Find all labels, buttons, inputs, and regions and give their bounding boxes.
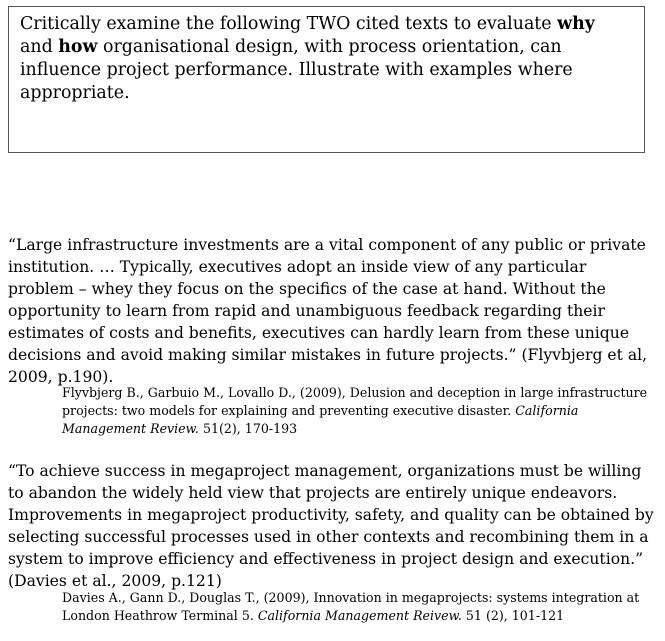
question-box [8,6,645,153]
citation-flyvbjerg-tail: 51(2), 170-193 [198,421,298,436]
citation-davies-journal: California Management Reivew. [257,608,462,623]
question-bold-how: how [58,37,98,57]
citation-davies-tail: 51 (2), 101-121 [461,608,565,623]
citation-davies [62,589,657,625]
citation-davies-main: Davies A., Gann D., Douglas T., (2009), Innovation in megaprojects: systems integration at London Heathrow Terminal 5. [62,590,640,623]
question-bold-why: why [557,14,595,34]
quote-davies: “To achieve success in megaproject management, organizations must be willing to abandon the widely held view that projects are entirely unique endeavors. Improvements in megaproject productivity, safety, and quality can be obtained by selecting successful processes used in other contexts and recombining them in a system to improve efficiency and effectiveness in project design and execution.” (Davies et al., 2009, p.121) [8,462,654,590]
question-text-2: and [20,37,59,57]
quote-flyvbjerg: “Large infrastructure investments are a vital component of any public or private institution. … Typically, executives adopt an inside view of any particular problem – whey they focus on the specifics of the case at hand. Without the opportunity to learn from rapid and unambiguous feedback regarding their estimates of costs and benefits, executives can hardly learn from these unique decisions and avoid making similar mistakes in future projects.” (Flyvbjerg et al, 2009, p.190). [8,236,648,386]
question-text-1: Critically examine the following TWO cited texts to evaluate [20,14,558,34]
question-text-3: organisational design, with process orientation, can influence project performance. Illustrate with examples where appropriate. [20,37,573,103]
citation-flyvbjerg-journal: California Management Review. [62,403,579,436]
citation-flyvbjerg-main: Flyvbjerg B., Garbuio M., Lovallo D., (2009), Delusion and deception in large infrastructure projects: two models for explaining and preventing executive disaster. [62,385,648,418]
citation-flyvbjerg [62,384,657,438]
